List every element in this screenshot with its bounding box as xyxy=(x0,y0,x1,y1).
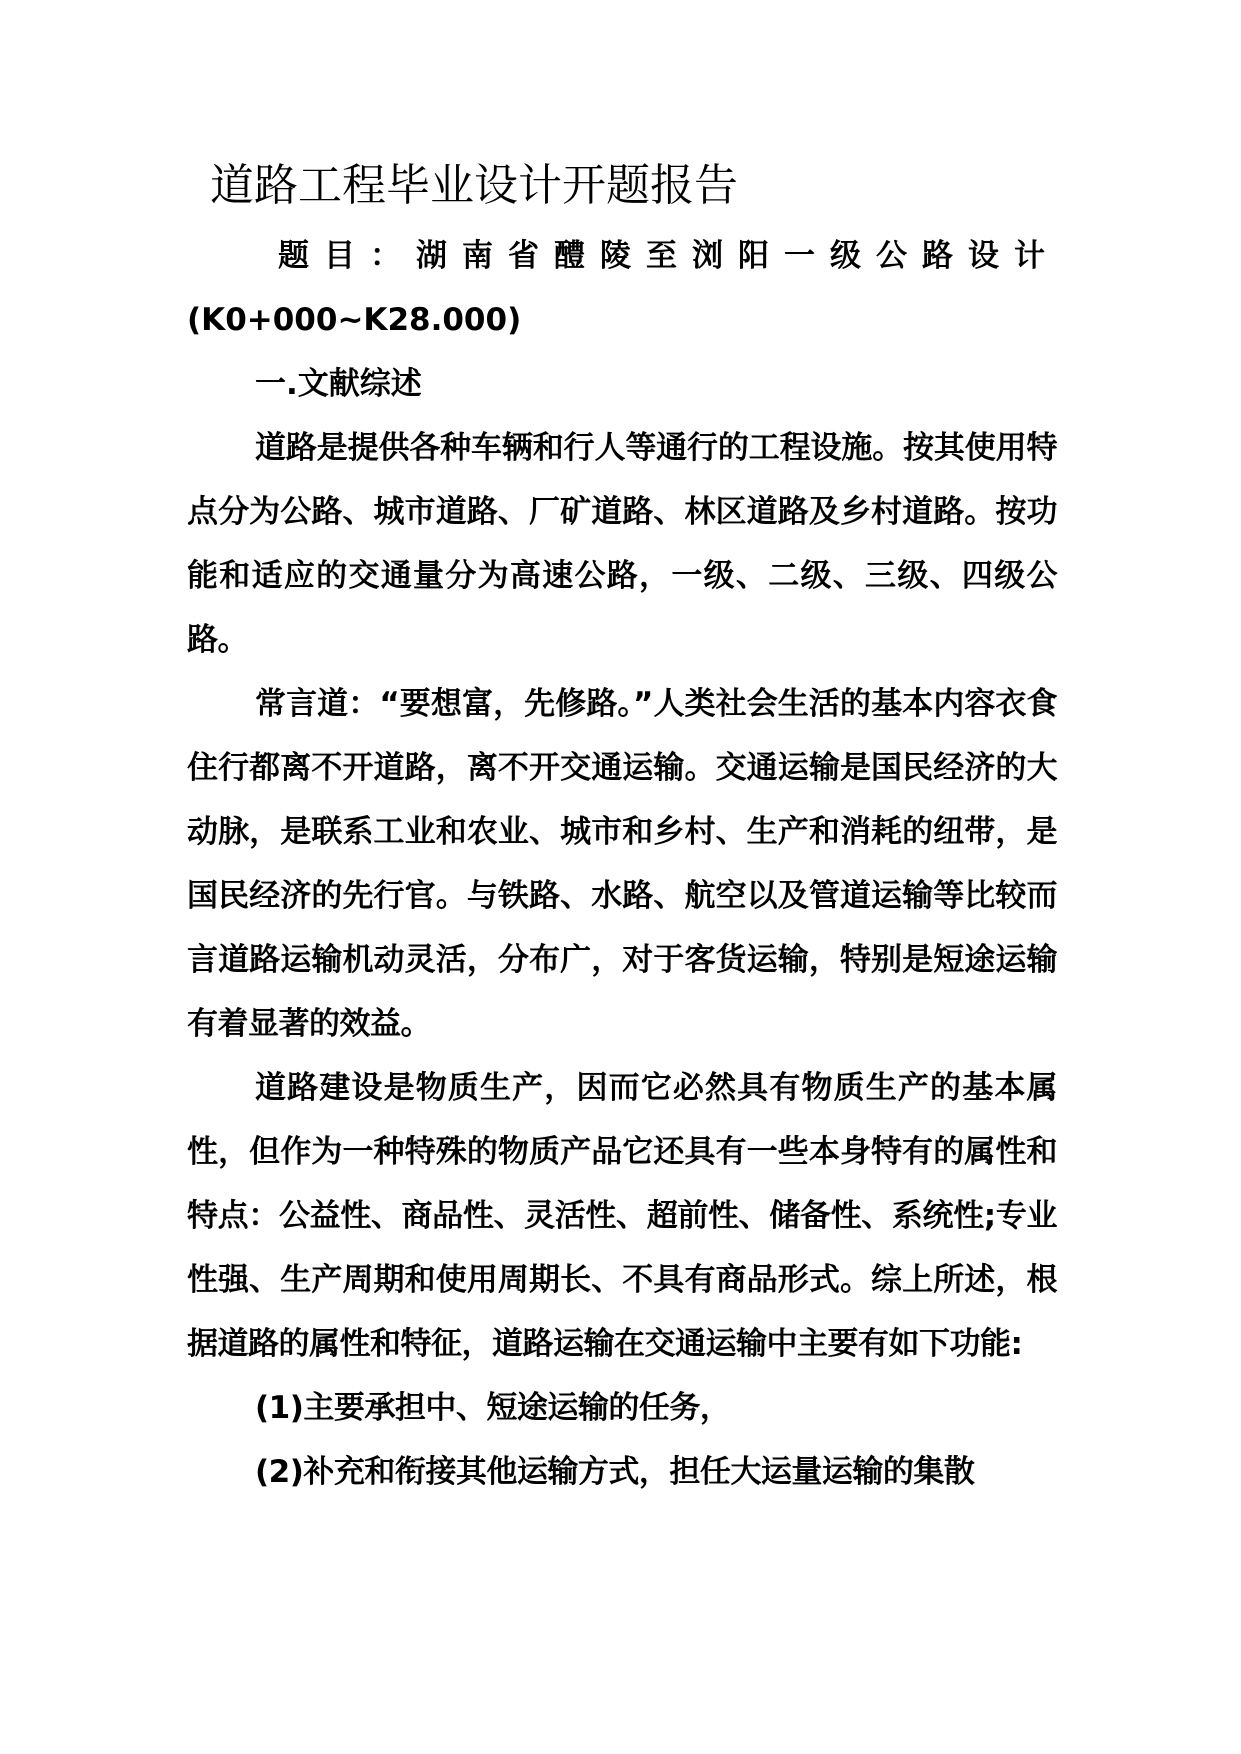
subject-line xyxy=(187,224,1057,352)
paragraph: 道路是提供各种车辆和行人等通行的工程设施。按其使用特点分为公路、城市道路、厂矿道路、林区道路及乡村道路。按功能和适应的交通量分为高速公路，一级、二级、三级、四级公路。 xyxy=(187,430,1057,658)
list-item: (1)主要承担中、短途运输的任务， xyxy=(255,1390,731,1426)
paragraph: 道路建设是物质生产，因而它必然具有物质生产的基本属性，但作为一种特殊的物质产品它还具有一些本身特有的属性和特点：公益性、商品性、灵活性、超前性、储备性、系统性;专业性强、生产周期和使用周期长、不具有商品形式。综上所述，根据道路的属性和特征，道路运输在交通运输中主要有如下功能: xyxy=(187,1070,1057,1362)
paragraph: 常言道：“要想富，先修路。”人类社会生活的基本内容衣食住行都离不开道路，离不开交通运输。交通运输是国民经济的大动脉，是联系工业和农业、城市和乡村、生产和消耗的纽带，是国民经济的先行官。与铁路、水路、航空以及管道运输等比较而言道路运输机动灵活，分布广，对于客货运输，特别是短途运输有着显著的效益。 xyxy=(187,686,1057,1042)
subject-label: 题目：湖南省醴陵至浏阳一级公路设计 xyxy=(278,238,1057,274)
subject-code: (K0+000~K28.000) xyxy=(187,302,522,338)
document-body xyxy=(187,224,1057,1504)
section-heading: 一.文献综述 xyxy=(255,366,422,402)
list-item: (2)补充和衔接其他运输方式，担任大运量运输的集散 xyxy=(255,1454,975,1490)
document-title: 道路工程毕业设计开题报告 xyxy=(210,160,738,211)
